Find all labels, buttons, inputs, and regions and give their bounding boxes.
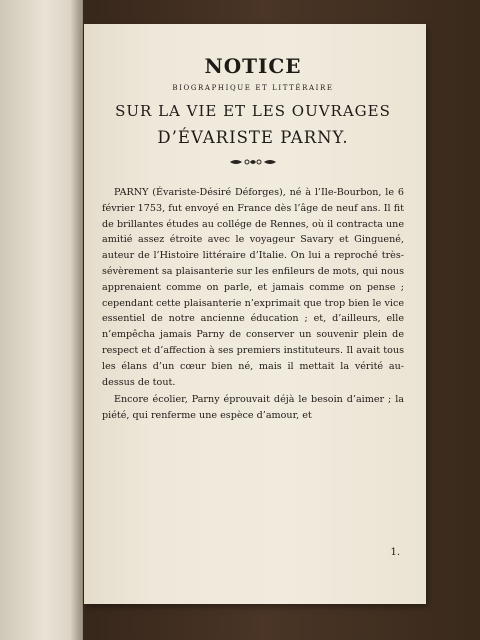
heading-line-1: SUR LA VIE ET LES OUVRAGES xyxy=(115,102,391,120)
page-title: NOTICE xyxy=(204,54,302,78)
decorative-fleuron-icon xyxy=(228,157,278,167)
paragraph-1: PARNY (Évariste-Désiré Déforges), né à l’Ile-Bourbon, le 6 février 1753, fut envoyé en France dès l’âge de neuf ans. Il fit de brillantes études au collége de Rennes, où il contracta une amitié assez étroite avec le voyageur Savary et Ginguené, auteur de l’Histoire littéraire d’Italie. On lui a reproché très-sévèrement sa plaisanterie sur les enfileurs de mots, qui nous apprenaient comme on parle, et jamais comme on pense ; cependant cette plaisanterie n’exprimait que trop bien le vice essentiel de notre ancienne éducation ; et, d’ailleurs, elle n’empêcha jamais Parny de conserver un souvenir plein de respect et d’affection à ses premiers instituteurs. Il avait tous les élans d’un cœur bien né, mais il mettait la vérité au-dessus de tout. xyxy=(102,187,404,388)
page-number: 1. xyxy=(390,547,400,558)
book-page xyxy=(84,24,426,604)
page-subtitle: BIOGRAPHIQUE ET LITTÉRAIRE xyxy=(172,84,334,92)
heading-line-2: D’ÉVARISTE PARNY. xyxy=(157,128,349,147)
page-content xyxy=(102,54,404,424)
paragraph-2: Encore écolier, Parny éprouvait déjà le besoin d’aimer ; la piété, qui renferme une espèce d’amour, et xyxy=(102,394,404,422)
